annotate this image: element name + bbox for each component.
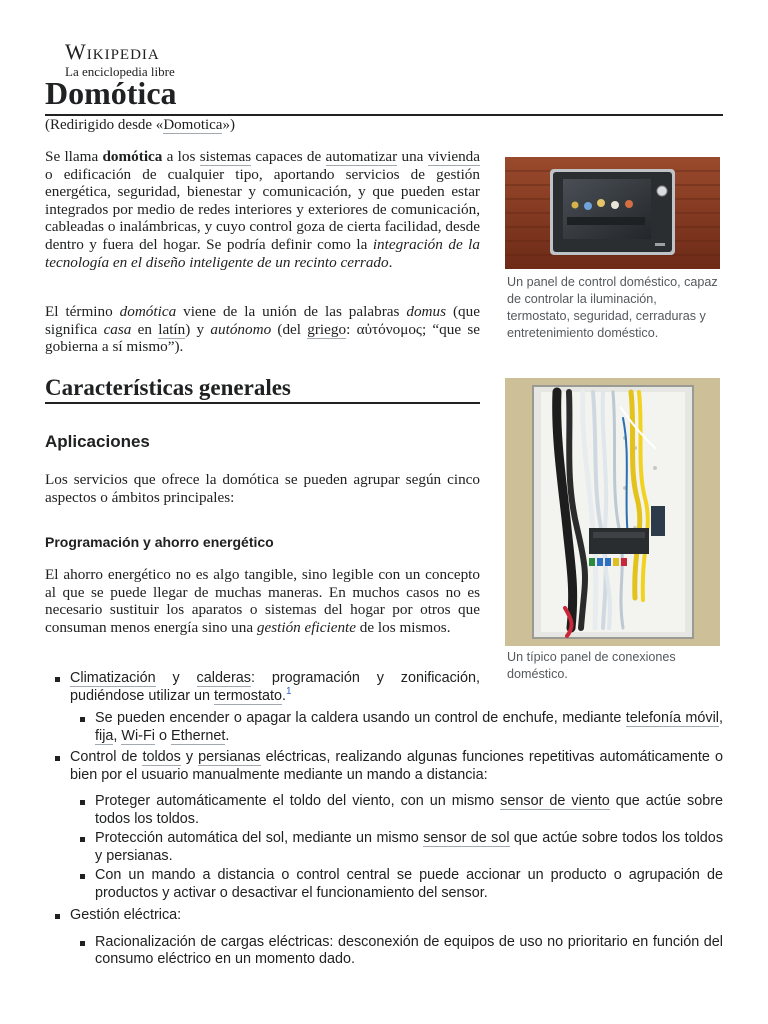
energy-paragraph: El ahorro energético no es algo tangible, sino legible con un concepto al que se puede llegar de muchas maneras. En muchos casos no es necesario sustituir los aparatos o sistemas del hogar por otros que consuman menos energía sino una gestión eficiente de los mismos. [45,566,480,636]
control-panel-picture [505,157,720,269]
page-title: Domótica [45,75,177,111]
subsubsection-heading: Programación y ahorro energético [45,534,274,550]
sublist-container [45,934,723,969]
term-bold: domótica [102,148,163,165]
sublist-container [45,793,723,902]
link-telefonia-movil[interactable]: telefonía móvil [625,710,719,726]
list-item: Protección automática del sol, mediante un mismo sensor de sol que actúe sobre todos los toldos y persianas. [70,830,723,865]
redirect-note [45,116,235,134]
link-sensor-sol[interactable]: sensor de sol [423,830,510,846]
wiring-panel-picture [505,378,720,646]
figure-wiring-panel [505,378,720,681]
link-automatizar[interactable]: automatizar [325,148,398,165]
link-latin[interactable]: latín [158,320,186,338]
subsection-heading: Aplicaciones [45,432,150,451]
figure-caption: Un típico panel de conexiones doméstico. [507,650,676,681]
link-sistemas[interactable]: sistemas [199,148,252,165]
redirect-prefix: (Redirigido desde « [45,117,164,133]
logo-tagline: La enciclopedia libre [65,64,175,79]
figure-control-panel [505,157,720,340]
list-item: Con un mando a distancia o control central se puede accionar un producto o agrupación de productos y activar o desactivar el funcionamiento del sensor. [70,867,723,902]
figure-caption: Un panel de control doméstico, capaz de controlar la iluminación, termostato, seguridad, cerraduras y entretenimiento doméstico. [507,275,718,340]
link-persianas[interactable]: persianas [198,749,261,765]
link-termostato[interactable]: termostato [214,687,282,704]
intro-paragraph-2: El término domótica viene de la unión de las palabras domus (que significa casa en latín) y autónomo (del griego: αὐτόνομος; “que se gobierna a sí mismo”). [45,303,480,356]
logo-title: Wikipedia [65,39,160,64]
link-griego[interactable]: griego [307,320,347,338]
link-toldos[interactable]: toldos [142,749,181,765]
intro-paragraph-1: Se llama domótica a los sistemas capaces de automatizar una vivienda o edificación de cualquier tipo, aportando servicios de gestión energética, seguridad, bienestar y comunicación, y que pueden estar integrados por medio de redes interiores y exteriores de comunicación, cableadas o inalámbricas, y cuyo control goza de cierta facilidad, desde dentro y fuera del hogar. Se podría definir como la integración de la tecnología en el diseño inteligente de un recinto cerrado. [45,148,480,271]
link-fija[interactable]: fija [95,727,114,744]
link-ethernet[interactable]: Ethernet [170,727,226,744]
sublist-container [45,710,723,745]
section-heading: Características generales [45,375,291,400]
redirect-link[interactable]: Domotica [163,117,223,133]
redirect-suffix: ») [222,117,235,133]
link-climatizacion[interactable]: Climatización [70,670,156,686]
list-item: Climatización y calderas: programación y zonificación, pudiéndose utilizar un termostato.$^1$ [45,670,480,705]
list-item: Gestión eléctrica: [45,907,723,925]
link-wifi[interactable]: Wi-Fi [121,727,155,744]
applications-list [45,670,723,969]
list-item: Control de toldos y persianas eléctricas, realizando algunas funciones repetitivas automáticamente o bien por el usuario manualmente mediante un mando a distancia: [45,749,723,784]
control-panel-image[interactable] [505,157,720,269]
applications-paragraph: Los servicios que ofrece la domótica se pueden agrupar según cinco aspectos o ámbitos principales: [45,471,480,506]
section-divider [45,402,480,404]
italic-definition: integración de la tecnología en el diseño inteligente de un recinto cerrado [45,235,480,271]
reference-link[interactable]: 1 [286,685,292,697]
list-item: Proteger automáticamente el toldo del viento, con un mismo sensor de viento que actúe sobre todos los toldos. [70,793,723,828]
link-calderas[interactable]: calderas [196,670,251,686]
link-vivienda[interactable]: vivienda [427,148,480,165]
list-item: Racionalización de cargas eléctricas: desconexión de equipos de uso no prioritario en función del consumo eléctrico en un momento dado. [70,934,723,969]
list-item: Se pueden encender o apagar la caldera usando un control de enchufe, mediante telefonía móvil, fija, Wi-Fi o Ethernet. [70,710,723,745]
wiring-panel-image[interactable] [505,378,720,646]
link-sensor-viento[interactable]: sensor de viento [500,793,610,809]
